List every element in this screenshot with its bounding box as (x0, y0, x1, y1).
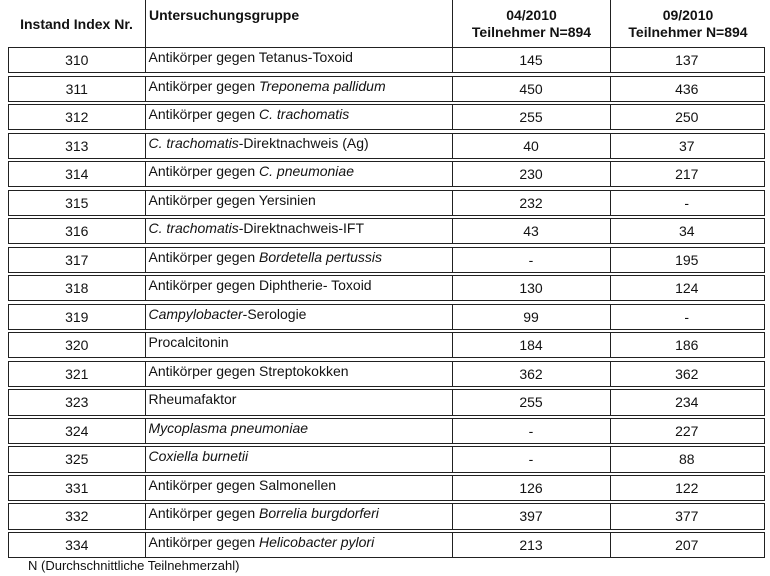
row-index-cell: 331 (65, 479, 89, 496)
row-value-04-2010-cell: 99 (452, 305, 610, 329)
header-04-2010-teilnehmer: Teilnehmer N=894 (471, 23, 592, 40)
header-09-2010 (610, 0, 765, 47)
row-index-cell: 321 (65, 365, 89, 382)
row-group-cell: Antikörper gegen Salmonellen (145, 476, 452, 500)
table-row (8, 361, 765, 387)
row-value-04-2010-cell: 40 (452, 134, 610, 158)
row-value-09-2010-cell: 207 (610, 533, 764, 557)
row-value-09-2010-cell: 362 (610, 362, 764, 386)
row-index-cell: 319 (65, 308, 89, 325)
row-group-cell: Antikörper gegen Streptokokken (145, 362, 452, 386)
row-group-cell: Campylobacter -Serologie (145, 305, 452, 329)
table-row (8, 503, 765, 529)
table-row (8, 446, 765, 472)
row-value-04-2010-cell: 230 (452, 162, 610, 186)
row-group-cell: Antikörper gegen Yersinien (145, 191, 452, 215)
table-row (8, 47, 765, 73)
table-row (8, 532, 765, 558)
row-value-04-2010-cell: 255 (452, 105, 610, 129)
row-value-04-2010-cell: - (452, 419, 610, 443)
header-04-2010-date: 04/2010 (506, 6, 557, 23)
row-group-cell: Antikörper gegen C. trachomatis (145, 105, 452, 129)
row-value-09-2010-cell: 195 (610, 248, 764, 272)
row-index-cell: 334 (65, 536, 89, 553)
row-value-04-2010-cell: 43 (452, 219, 610, 243)
row-index-cell: 332 (65, 508, 89, 525)
row-value-04-2010-cell: 362 (452, 362, 610, 386)
row-group-cell: Antikörper gegen Bordetella pertussis (145, 248, 452, 272)
row-value-09-2010-cell: 124 (610, 276, 764, 300)
table-row (8, 218, 765, 244)
row-value-09-2010-cell: 186 (610, 333, 764, 357)
row-group-cell: C. trachomatis -Direktnachweis-IFT (145, 219, 452, 243)
row-index-cell: 313 (65, 137, 89, 154)
row-group-cell: Coxiella burnetii (145, 447, 452, 471)
row-value-04-2010-cell: 397 (452, 504, 610, 528)
row-group-cell: Antikörper gegen Diphtherie- Toxoid (145, 276, 452, 300)
header-untersuchungsgruppe: Untersuchungsgruppe (145, 0, 452, 47)
row-group-cell: Antikörper gegen Borrelia burgdorferi (145, 504, 452, 528)
row-value-04-2010-cell: 232 (452, 191, 610, 215)
row-value-04-2010-cell: - (452, 447, 610, 471)
footnote: N (Durchschnittliche Teilnehmerzahl) (28, 558, 240, 573)
row-value-09-2010-cell: - (610, 305, 764, 329)
table-row (8, 275, 765, 301)
row-value-09-2010-cell: 227 (610, 419, 764, 443)
row-index-cell: 324 (65, 422, 89, 439)
row-value-04-2010-cell: 126 (452, 476, 610, 500)
table-row (8, 389, 765, 415)
header-04-2010 (452, 0, 610, 47)
row-index-cell: 325 (65, 451, 89, 468)
row-value-09-2010-cell: - (610, 191, 764, 215)
row-value-09-2010-cell: 250 (610, 105, 764, 129)
row-value-09-2010-cell: 34 (610, 219, 764, 243)
row-index-cell: 317 (65, 251, 89, 268)
row-value-04-2010-cell: - (452, 248, 610, 272)
header-instand-index-nr: Instand Index Nr. (20, 15, 133, 32)
table-row (8, 76, 765, 102)
row-value-09-2010-cell: 122 (610, 476, 764, 500)
row-index-cell: 310 (65, 52, 89, 69)
row-group-cell: C. trachomatis -Direktnachweis (Ag) (145, 134, 452, 158)
row-group-cell: Antikörper gegen Tetanus-Toxoid (145, 48, 452, 72)
row-index-cell: 312 (65, 109, 89, 126)
row-value-09-2010-cell: 37 (610, 134, 764, 158)
row-group-cell: Antikörper gegen Treponema pallidum (145, 77, 452, 101)
row-value-09-2010-cell: 88 (610, 447, 764, 471)
header-09-2010-teilnehmer: Teilnehmer N=894 (628, 23, 748, 40)
row-value-09-2010-cell: 137 (610, 48, 764, 72)
row-value-04-2010-cell: 213 (452, 533, 610, 557)
row-index-cell: 314 (65, 166, 89, 183)
row-value-09-2010-cell: 217 (610, 162, 764, 186)
table-row (8, 475, 765, 501)
row-value-09-2010-cell: 234 (610, 390, 764, 414)
table-row (8, 332, 765, 358)
row-group-cell: Antikörper gegen Helicobacter pylori (145, 533, 452, 557)
table-header (8, 0, 765, 47)
row-index-cell: 323 (65, 394, 89, 411)
row-group-cell: Antikörper gegen C. pneumoniae (145, 162, 452, 186)
row-index-cell: 315 (65, 194, 89, 211)
header-09-2010-date: 09/2010 (662, 6, 714, 23)
row-group-cell: Mycoplasma pneumoniae (145, 419, 452, 443)
row-value-09-2010-cell: 436 (610, 77, 764, 101)
participants-table (8, 0, 765, 558)
table-row (8, 190, 765, 216)
table-body (8, 47, 765, 558)
row-group-cell: Procalcitonin (145, 333, 452, 357)
row-index-cell: 316 (65, 223, 89, 240)
row-value-04-2010-cell: 130 (452, 276, 610, 300)
table-row (8, 418, 765, 444)
row-index-cell: 320 (65, 337, 89, 354)
row-value-04-2010-cell: 255 (452, 390, 610, 414)
row-value-04-2010-cell: 184 (452, 333, 610, 357)
table-row (8, 104, 765, 130)
row-index-cell: 318 (65, 280, 89, 297)
row-value-04-2010-cell: 145 (452, 48, 610, 72)
row-value-04-2010-cell: 450 (452, 77, 610, 101)
row-index-cell: 311 (65, 80, 88, 97)
row-value-09-2010-cell: 377 (610, 504, 764, 528)
table-row (8, 161, 765, 187)
table-row (8, 133, 765, 159)
table-row (8, 304, 765, 330)
row-group-cell: Rheumafaktor (145, 390, 452, 414)
table-row (8, 247, 765, 273)
